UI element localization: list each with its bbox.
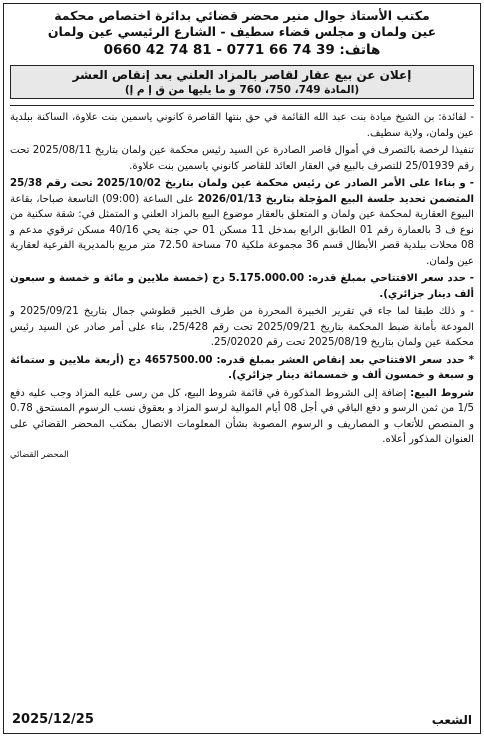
reduced-price-paragraph: * حدد سعر الافتتاحي بعد إنقاص العشر بمبلغ قدره: 4657500.00 دج (أربعة ملايين و ستمائة و سبعة و خمسون ألف و خمسمائة دينار جزائري).: [10, 354, 474, 382]
property-description: على الساعة (09:00) التاسعة صباحا، بقاعة البيوع العقارية لمحكمة عين ولمان و المتعلق بالعقار موضوع البيع بالمزاد العلني و المتمثل في: شقة سكنية من نوع ف 3 بالعمارة رقم 01 الطابق الرابع بمدخل 11 مسكن 01 حي جنة يحي 40/16 مسكن ترقوي مدعم و 08 محلات ببلدية قصر الأبطال قسم 36 مجموعة ملكية 70 مساحة 72.50 متر مربع بالمديرية الفرعية لعقارية عين ولمان.: [10, 193, 475, 267]
sale-order-lead: - و بناءا على الأمر الصادر عن رئيس محكمة عين ولمان بتاريخ 2025/10/02 تحت رقم 25/38 المتضمن تحديد جلسة البيع المؤجلة بتاريخ 2026/01/13: [10, 178, 474, 205]
sale-order-paragraph: [10, 176, 474, 269]
authorization-paragraph: تنفيذا لرخصة بالتصرف في أموال قاصر الصادرة عن السيد رئيس محكمة عين ولمان بتاريخ 2025/08/11 تحت رقم 25/01939 للتصرف بالبيع في العقار العائد للقاصر كانوني ياسمين بنت علاوة.: [10, 145, 474, 172]
sale-conditions-lead: شروط البيع:: [410, 387, 474, 399]
sale-conditions-paragraph: [10, 386, 474, 448]
office-name: مكتب الأستاذ جوال منير محضر قضائي بدائرة اختصاص محكمة: [54, 8, 430, 23]
publication-date: 2025/12/25: [12, 712, 94, 727]
newspaper-name: الشعب: [431, 712, 472, 727]
beneficiary-paragraph: - لفائدة: بن الشيخ ميادة بنت عبد الله القائمة في حق بنتها القاصرة كانوني ياسمين بنت علاوة، الساكنة ببلدية عين ولمان، ولاية سطيف.: [10, 112, 474, 139]
expert-report-paragraph: - و ذلك طبقا لما جاء في تقرير الخبيرة المحررة من طرف الخبير قطوشي جمال بتاريخ 2025/09/21 و المودعة بأمانة ضبط المحكمة بتاريخ 2025/09/21 تحت رقم 25/428، بناء على أمر صادر عن السيد رئيس محكمة عين ولمان بتاريخ 2025/08/19 تحت رقم 25/02020.: [10, 306, 475, 349]
publication-footer: [12, 712, 472, 727]
bailiff-signature: المحضر القضائي: [10, 449, 69, 460]
office-address: عين ولمان و مجلس قضاء سطيف - الشارع الرئيسي عين ولمان: [47, 24, 437, 40]
notice-title: إعلان عن بيع عقار لقاصر بالمزاد العلني بعد إنقاص العشر: [72, 68, 412, 83]
opening-price-paragraph: - حدد سعر الافتتاحي بمبلغ قدره: 5.175.000.00 دج (خمسة ملايين و مائة و خمسة و سبعون ألف دينار جزائري).: [10, 273, 474, 300]
legal-articles: (المادة 749، 750، 760 و ما يليها من ق إ م إ): [124, 84, 360, 97]
notice-title-banner: [10, 65, 474, 99]
sale-conditions-text: إضافة إلى الشروط المذكورة في قائمة شروط البيع، كل من رسى عليه المزاد وجب عليه دفع 1/5 من ثمن الرسو و دفع الباقي في أجل 08 أيام الموالية لرسو المزاد و بعقوق نسب الرسوم المستحق 0.78 و المنصص للأتعاب و المصاريف و الرسوم المصوبة بشأن المعلومات الاتصال بمكتب المحضر القضائي على العنوان المذكور أعلاه.: [10, 387, 474, 446]
office-phone: هاتف: 39 74 66 0771 - 81 74 42 0660: [103, 41, 381, 58]
divider: [10, 105, 474, 106]
